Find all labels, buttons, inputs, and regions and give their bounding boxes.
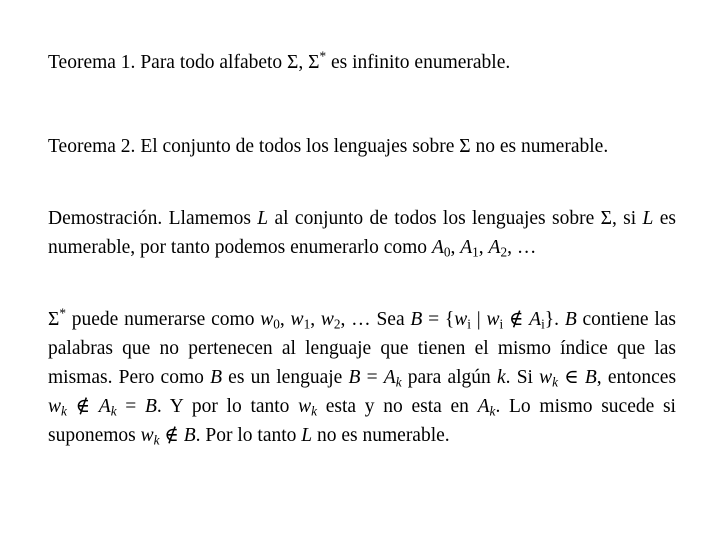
proof-text: , entonces xyxy=(596,367,677,388)
subscript-k: k xyxy=(311,403,318,419)
math-B: B xyxy=(564,309,577,330)
math-L: L xyxy=(257,208,269,229)
theorem-1-text-end: es infinito enumerable. xyxy=(326,52,511,73)
math-B: B xyxy=(183,425,196,446)
theorem-2 xyxy=(48,132,676,161)
math-w: w xyxy=(290,309,304,330)
proof-text: al conjunto de todos los lenguajes sobre Σ, si xyxy=(268,208,643,229)
subscript: 0 xyxy=(443,244,451,260)
proof-text: . Y por lo tanto xyxy=(156,396,299,417)
theorem-1 xyxy=(48,48,676,77)
math-w: w xyxy=(140,425,154,446)
subscript: i xyxy=(499,316,504,332)
math-notin: ∉ xyxy=(66,396,99,417)
kleene-star: * xyxy=(59,305,66,321)
proof-text: = xyxy=(360,367,384,388)
proof-paragraph-2 xyxy=(48,305,676,450)
math-A: A xyxy=(98,396,111,417)
subscript-k: k xyxy=(552,374,559,390)
proof-text: , xyxy=(310,309,321,330)
subscript-k: k xyxy=(153,432,160,448)
math-w: w xyxy=(539,367,553,388)
proof-text: es numerable, por tanto podemos enumerarlo como xyxy=(48,208,676,258)
proof-text: esta y no esta en xyxy=(317,396,478,417)
math-notin: ∉ xyxy=(503,309,530,330)
math-w: w xyxy=(48,396,62,417)
proof-text: }. xyxy=(544,309,565,330)
math-A: A xyxy=(383,367,396,388)
math-B: B xyxy=(410,309,423,330)
math-L: L xyxy=(642,208,654,229)
subscript-k: k xyxy=(395,374,402,390)
subscript-k: k xyxy=(61,403,67,419)
subscript-k: k xyxy=(110,403,117,419)
proof-text: no es numerable. xyxy=(312,425,450,446)
proof-text: , xyxy=(279,309,291,330)
proof-text: , xyxy=(478,237,489,258)
theorem-2-text: El conjunto de todos los lenguajes sobre Σ no es numerable. xyxy=(135,136,609,157)
math-A: A xyxy=(477,396,490,417)
subscript: 1 xyxy=(472,244,479,260)
subscript-k: k xyxy=(489,403,496,419)
subscript: 2 xyxy=(500,244,508,260)
math-in: ∈ xyxy=(558,367,585,388)
math-B: B xyxy=(348,367,361,388)
proof-text: = { xyxy=(422,309,455,330)
subscript: 0 xyxy=(273,316,280,332)
subscript: i xyxy=(541,316,545,332)
theorem-1-label: Teorema 1. xyxy=(48,52,136,73)
math-L: L xyxy=(301,425,313,446)
proof-text: . Si xyxy=(505,367,540,388)
subscript: i xyxy=(467,316,471,332)
math-B: B xyxy=(584,367,597,388)
math-w: w xyxy=(486,309,500,330)
proof-text: , … xyxy=(507,237,537,258)
proof-text: para algún xyxy=(401,367,497,388)
proof-text: = xyxy=(116,396,145,417)
proof-text: , … Sea xyxy=(340,309,411,330)
proof-label: Demostración. xyxy=(48,208,163,229)
math-A: A xyxy=(529,309,542,330)
math-k: k xyxy=(496,367,506,388)
proof-text: Llamemos xyxy=(162,208,258,229)
proof-text: | xyxy=(470,309,487,330)
math-A: A xyxy=(460,237,473,258)
proof-text: . Por lo tanto xyxy=(195,425,302,446)
theorem-1-text: Para todo alfabeto Σ, Σ xyxy=(135,52,320,73)
math-sigma: Σ xyxy=(48,309,60,330)
math-B: B xyxy=(210,367,222,388)
theorem-2-label: Teorema 2. xyxy=(48,136,136,157)
math-w: w xyxy=(454,309,468,330)
math-notin: ∉ xyxy=(159,425,184,446)
subscript: 2 xyxy=(333,316,341,332)
math-A: A xyxy=(431,237,444,258)
math-w: w xyxy=(260,309,274,330)
proof-text: puede numerarse como xyxy=(65,309,261,330)
proof-text: . Lo mismo sucede si suponemos xyxy=(48,396,676,446)
math-w: w xyxy=(298,396,312,417)
math-w: w xyxy=(320,309,334,330)
proof-paragraph-1 xyxy=(48,204,676,262)
math-B: B xyxy=(145,396,157,417)
kleene-star: * xyxy=(319,48,327,64)
subscript: 1 xyxy=(303,316,311,332)
proof-text: contiene las palabras que no pertenecen al lenguaje que tienen el mismo índice que las mismas. Pero como xyxy=(48,309,677,388)
math-A: A xyxy=(488,237,501,258)
proof-text: es un lenguaje xyxy=(221,367,349,388)
proof-text: , xyxy=(450,237,461,258)
